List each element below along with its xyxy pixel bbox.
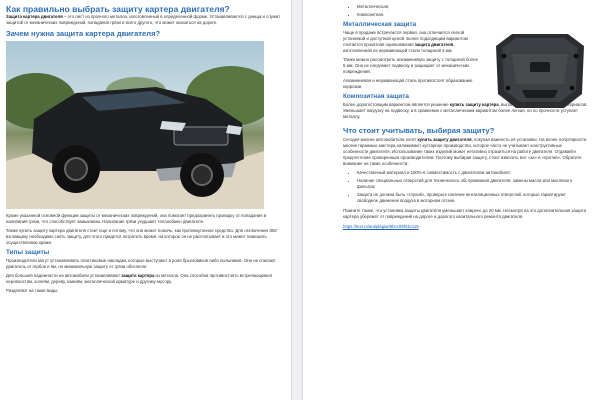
section-heading-composite: Композитная защита [343, 93, 409, 100]
metal-paragraph-3: Алюминиевая и нержавеющая сталь противостоят образованию коррозии. [343, 78, 473, 89]
metal-protection-paragraph: Для большей надежности на автомобили устанавливают защита картера из металла. Она способна противостоять встречающимся неровностям, колеям, дереву, камням, металлической арматуре и другому мусору. [6, 273, 272, 284]
intro-paragraph: Защита картера двигателя – это лист из прочного металла, изготовленный в определенной форме. Устанавливается с днища и служит защитой от механических повреждений, попадания грязи и всего другого, что может оказаться на дороге. [6, 14, 281, 25]
choose-paragraph: Сегодня многие автолюбители хотят купить защиту двигателя, покупая важность её установки. На волне популярности многие гаражные мастера налаживают кустарное производство, которое часто не учитывает конструктивные особенности двигателя. Использование таких изделий может негативно отразиться на работе двигателя. Отдавайте предпочтение проверенным производителям. Поэтому выбирая защиту, стоит взвесить все «за» и «против». Обратите внимание на такие особенности: [343, 137, 587, 166]
purpose-paragraph: Кроме указанной основной функции защиты от механических повреждений, она помогает предохранить проводку от попадания и налипания грязи, что способствует замыканию. Налипание грязи ухудшает теплообмен двигателя. [6, 213, 267, 224]
section-heading-types: Типы защиты [6, 249, 50, 256]
kinds-intro: Разделяют на такие виды: [6, 288, 59, 293]
anti-theft-paragraph: Также купить защиту картера двигателя стоит еще и потому, что она может помочь, как противоугонное средство. Для отключения ЭБУ взломщику необходимо снять защиту, для этого придется потратить время, на которое он не рассчитывает и это может помешать осуществлению кражи. [6, 228, 278, 245]
section-heading-purpose: Зачем нужна защита картера двигателя? [6, 29, 161, 38]
list-item: • Качественный материал и 100%-я совместимость с двигателем автомобиля; [357, 170, 588, 176]
list-item: • Наличие специальных отверстий для технического обслуживания двигателя: замены масла или масляного фильтра; [357, 178, 588, 190]
source-link[interactable]: https://text.ru/antiplagiat/5bcc09f34c119 [343, 224, 419, 229]
list-item: • Защита не должна быть «глухой», проверьте наличие вентиляционных отверстий, которые гарантируют свободное движение воздуха в моторном отсеке. [357, 192, 588, 204]
page-left [0, 0, 291, 400]
kinds-list [343, 4, 480, 18]
suv-photo [6, 41, 264, 209]
article-title: Как правильно выбрать защиту картера двигателя? [6, 4, 230, 14]
list-item: • Металлическая, [357, 4, 480, 10]
features-list [343, 170, 588, 204]
page-right [303, 0, 600, 400]
section-heading-choose: Что стоит учитывать, выбирая защиту? [343, 126, 495, 135]
list-item: • Композитная. [357, 12, 480, 18]
metal-paragraph-1: Чаще в продаже встречается первая, она отличается легкой установкой и доступной ценой. Более подходящим вариантом считается прокатная оцинкованная защита двигателя, изготовленная из нержавеющей стали толщиной 3 мм. [343, 30, 468, 53]
metal-paragraph-2: Также можно рассмотреть алюминиевую защиту с толщиной более 5 мм. Она не нагружает подвеску и защищает от механических повреждений. [343, 57, 479, 74]
composite-paragraph: Более дорогостоящим вариантом является решение купить защиту картера, выполненную из композитных материалов. Уменьшает нагрузку на подвеску, а в сравнении с металлическим вариантом более легкая, но по прочности уступает металлу. [343, 102, 588, 119]
closing-paragraph: Помните также, что установка защиты двигателя уменьшает клиренс до 20 мм. Несмотря на это дополнительная защита картера убережет от повреждений на дороге и дорогого капитального ремонта двигателя. [343, 208, 587, 219]
section-heading-metal: Металлическая защита [343, 21, 417, 28]
types-paragraph: Производители могут устанавливать пластиковые накладки, которые выступают в роли брызговиков либо пыльников. Они не спасают двигатель от гербов и ям, но минимальную защиту от грязи обеспечат. [6, 258, 276, 269]
